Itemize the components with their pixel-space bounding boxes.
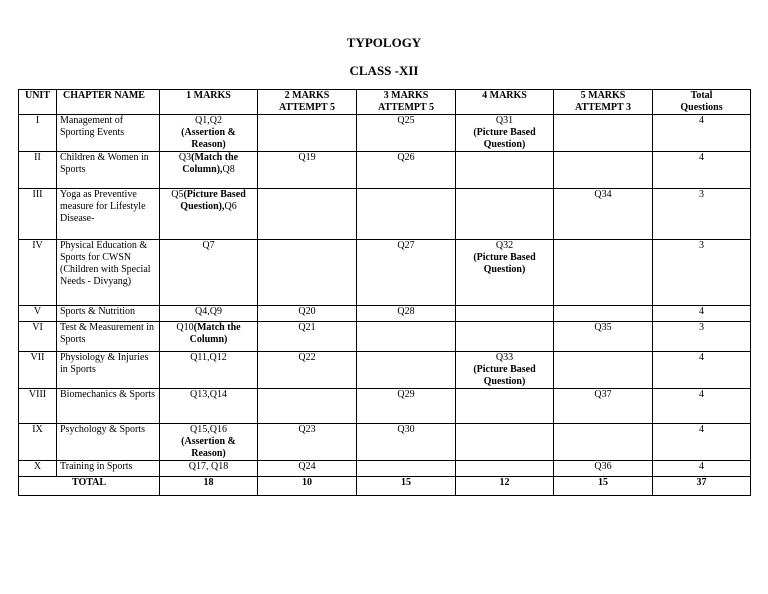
three-mark-cell: Q28	[357, 306, 456, 322]
table-row	[19, 352, 751, 389]
header-5-marks-line2: ATTEMPT 3	[574, 102, 632, 113]
five-mark-cell	[554, 424, 653, 461]
one-mark-questions: Q15,Q16	[190, 424, 227, 435]
table-row	[19, 461, 751, 477]
four-mark-cell	[456, 306, 554, 322]
four-mark-cell	[456, 389, 554, 424]
two-mark-cell	[258, 189, 357, 240]
total-m2-cell: 10	[258, 477, 357, 496]
four-mark-cell	[456, 461, 554, 477]
one-mark-questions: Q3	[178, 152, 192, 163]
one-mark-questions: Q11,Q12	[190, 352, 227, 363]
one-mark-questions: Q7	[202, 240, 215, 251]
unit-cell: II	[19, 152, 57, 189]
unit-cell: VI	[19, 322, 57, 352]
one-mark-cell	[160, 389, 258, 424]
two-mark-cell: Q20	[258, 306, 357, 322]
chapter-name-cell: Yoga as Preventive measure for Lifestyle Disease-	[57, 189, 160, 240]
four-mark-cell	[456, 352, 554, 389]
three-mark-cell	[357, 322, 456, 352]
five-mark-cell: Q36	[554, 461, 653, 477]
one-mark-cell	[160, 240, 258, 306]
five-mark-cell	[554, 115, 653, 152]
chapter-name-cell: Biomechanics & Sports	[57, 389, 160, 424]
header-2-marks	[258, 90, 357, 115]
total-questions-cell: 4	[653, 389, 751, 424]
one-mark-note: (Assertion & Reason)	[181, 436, 236, 459]
total-questions-cell: 3	[653, 322, 751, 352]
header-3-marks-line2: ATTEMPT 5	[377, 102, 435, 113]
chapter-name-cell: Test & Measurement in Sports	[57, 322, 160, 352]
chapter-name-cell: Physical Education & Sports for CWSN (Children with Special Needs - Divyang)	[57, 240, 160, 306]
chapter-name-cell: Management of Sporting Events	[57, 115, 160, 152]
one-mark-questions: Q13,Q14	[190, 389, 227, 400]
three-mark-cell: Q30	[357, 424, 456, 461]
unit-cell: III	[19, 189, 57, 240]
total-m3-cell: 15	[357, 477, 456, 496]
chapter-name-cell: Physiology & Injuries in Sports	[57, 352, 160, 389]
total-questions-cell: 3	[653, 189, 751, 240]
header-2-marks-line1: 2 MARKS	[284, 90, 330, 101]
one-mark-note: (Picture Based Question),	[180, 189, 246, 212]
five-mark-cell	[554, 240, 653, 306]
four-mark-questions: Q32	[495, 240, 514, 251]
one-mark-note: (Match the Column)	[189, 322, 241, 345]
four-mark-cell	[456, 152, 554, 189]
five-mark-cell	[554, 306, 653, 322]
total-questions-cell: 4	[653, 115, 751, 152]
four-mark-cell	[456, 322, 554, 352]
total-m4-cell: 12	[456, 477, 554, 496]
page-subtitle: CLASS -XII	[349, 63, 419, 78]
unit-cell: IV	[19, 240, 57, 306]
chapter-name-cell: Sports & Nutrition	[57, 306, 160, 322]
chapter-name-cell: Psychology & Sports	[57, 424, 160, 461]
two-mark-cell	[258, 115, 357, 152]
two-mark-cell: Q24	[258, 461, 357, 477]
table-row	[19, 115, 751, 152]
one-mark-extra: Q8	[222, 164, 235, 175]
one-mark-cell	[160, 306, 258, 322]
header-chapter-name: CHAPTER NAME	[57, 90, 160, 115]
header-5-marks	[554, 90, 653, 115]
four-mark-cell	[456, 189, 554, 240]
unit-cell: VII	[19, 352, 57, 389]
header-row	[19, 90, 751, 115]
table-row	[19, 152, 751, 189]
unit-cell: IX	[19, 424, 57, 461]
table-row	[19, 306, 751, 322]
header-2-marks-line2: ATTEMPT 5	[278, 102, 336, 113]
four-mark-cell	[456, 115, 554, 152]
header-5-marks-line1: 5 MARKS	[580, 90, 626, 101]
header-unit: UNIT	[19, 90, 57, 115]
total-total-cell: 37	[653, 477, 751, 496]
one-mark-extra: Q6	[224, 201, 237, 212]
unit-cell: I	[19, 115, 57, 152]
total-questions-cell: 3	[653, 240, 751, 306]
five-mark-cell	[554, 152, 653, 189]
five-mark-cell: Q35	[554, 322, 653, 352]
total-questions-cell: 4	[653, 306, 751, 322]
chapter-name-cell: Children & Women in Sports	[57, 152, 160, 189]
one-mark-cell	[160, 115, 258, 152]
one-mark-cell	[160, 352, 258, 389]
two-mark-cell: Q21	[258, 322, 357, 352]
five-mark-cell	[554, 352, 653, 389]
unit-cell: V	[19, 306, 57, 322]
table-row	[19, 189, 751, 240]
header-4-marks: 4 MARKS	[456, 90, 554, 115]
header-total-line1: Total	[690, 90, 713, 101]
one-mark-questions: Q1,Q2	[195, 115, 222, 126]
one-mark-questions: Q4,Q9	[195, 306, 222, 317]
four-mark-note: (Picture Based Question)	[473, 364, 536, 387]
three-mark-cell: Q25	[357, 115, 456, 152]
total-m5-cell: 15	[554, 477, 653, 496]
one-mark-cell	[160, 189, 258, 240]
unit-cell: VIII	[19, 389, 57, 424]
page-title: TYPOLOGY	[346, 35, 422, 50]
three-mark-cell: Q26	[357, 152, 456, 189]
four-mark-questions: Q31	[495, 115, 514, 126]
one-mark-cell	[160, 461, 258, 477]
header-3-marks	[357, 90, 456, 115]
total-questions-cell: 4	[653, 152, 751, 189]
header-1-marks: 1 MARKS	[160, 90, 258, 115]
two-mark-cell	[258, 240, 357, 306]
chapter-name-cell: Training in Sports	[57, 461, 160, 477]
table-row	[19, 240, 751, 306]
three-mark-cell	[357, 352, 456, 389]
one-mark-cell	[160, 152, 258, 189]
table-row	[19, 389, 751, 424]
table-row	[19, 424, 751, 461]
header-3-marks-line1: 3 MARKS	[383, 90, 429, 101]
two-mark-cell	[258, 389, 357, 424]
four-mark-note: (Picture Based Question)	[473, 127, 536, 150]
total-questions-cell: 4	[653, 461, 751, 477]
three-mark-cell	[357, 189, 456, 240]
two-mark-cell: Q22	[258, 352, 357, 389]
one-mark-note: (Match the Column),	[182, 152, 239, 175]
five-mark-cell: Q37	[554, 389, 653, 424]
one-mark-cell	[160, 424, 258, 461]
one-mark-questions: Q17, Q18	[188, 461, 229, 472]
three-mark-cell: Q27	[357, 240, 456, 306]
total-questions-cell: 4	[653, 424, 751, 461]
two-mark-cell: Q23	[258, 424, 357, 461]
four-mark-cell	[456, 240, 554, 306]
total-questions-cell: 4	[653, 352, 751, 389]
one-mark-cell	[160, 322, 258, 352]
three-mark-cell	[357, 461, 456, 477]
one-mark-questions: Q10	[176, 322, 194, 333]
four-mark-note: (Picture Based Question)	[473, 252, 536, 275]
four-mark-cell	[456, 424, 554, 461]
header-total-line2: Questions	[680, 102, 723, 113]
total-m1-cell: 18	[160, 477, 258, 496]
table-row	[19, 322, 751, 352]
total-row	[19, 477, 751, 496]
five-mark-cell: Q34	[554, 189, 653, 240]
three-mark-cell: Q29	[357, 389, 456, 424]
one-mark-note: (Assertion & Reason)	[181, 127, 236, 150]
two-mark-cell: Q19	[258, 152, 357, 189]
typology-table	[18, 89, 751, 496]
header-total-questions	[653, 90, 751, 115]
one-mark-questions: Q5	[171, 189, 184, 200]
four-mark-questions: Q33	[495, 352, 514, 363]
total-label: TOTAL	[19, 477, 160, 496]
unit-cell: X	[19, 461, 57, 477]
